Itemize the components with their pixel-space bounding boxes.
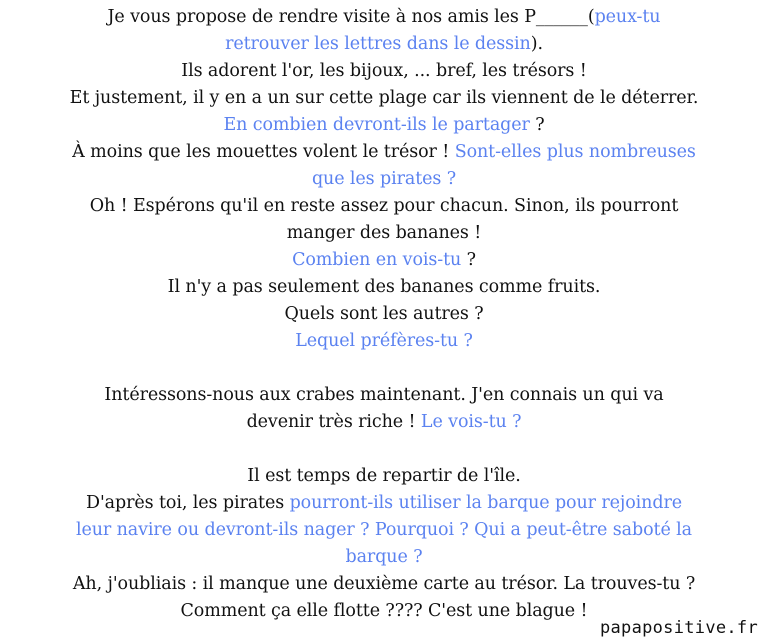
narration-text: devenir très riche !: [246, 412, 421, 432]
narration-text: ?: [461, 250, 476, 270]
text-line: [0, 85, 768, 112]
question-text: que les pirates ?: [311, 169, 457, 189]
text-line: [0, 112, 768, 139]
text-line: [0, 31, 768, 58]
text-line: [0, 571, 768, 598]
text-line: [0, 544, 768, 571]
narration-text: manger des bananes !: [286, 223, 482, 243]
text-line: [0, 193, 768, 220]
question-text: Sont-elles plus nombreuses: [454, 142, 696, 162]
text-line: [0, 166, 768, 193]
blank-line: [0, 436, 768, 463]
text-line: [0, 58, 768, 85]
question-text: Le vois-tu ?: [420, 412, 522, 432]
narration-text: Oh ! Espérons qu'il en reste assez pour chacun. Sinon, ils pourront: [89, 196, 679, 216]
narration-text: À moins que les mouettes volent le trésor !: [72, 142, 455, 162]
narration-text: Il n'y a pas seulement des bananes comme fruits.: [167, 277, 601, 297]
narration-text: ).: [530, 34, 543, 54]
text-line: [0, 517, 768, 544]
narration-text: Ah, j'oubliais : il manque une deuxième carte au trésor. La trouves-tu ?: [72, 574, 696, 594]
narration-text: Intéressons-nous aux crabes maintenant. J'en connais un qui va: [104, 385, 664, 405]
question-text: En combien devront-ils le partager: [223, 115, 530, 135]
text-line: [0, 247, 768, 274]
blank-line: [0, 355, 768, 382]
question-text: pourront-ils utiliser la barque pour rejoindre: [289, 493, 682, 513]
question-text: Lequel préfères-tu ?: [295, 331, 473, 351]
narration-text: Et justement, il y en a un sur cette plage car ils viennent de le déterrer.: [69, 88, 699, 108]
text-line: [0, 409, 768, 436]
text-line: [0, 220, 768, 247]
narration-text: ?: [529, 115, 545, 135]
text-line: [0, 301, 768, 328]
question-text: barque ?: [345, 547, 423, 567]
website-credit: papapositive.fr: [599, 618, 758, 638]
story-text: [0, 4, 768, 625]
narration-text: Quels sont les autres ?: [284, 304, 484, 324]
question-text: Combien en vois-tu: [292, 250, 462, 270]
narration-text: Il est temps de repartir de l'île.: [247, 466, 521, 486]
question-text: leur navire ou devront-ils nager ? Pourquoi ? Qui a peut-être saboté la: [75, 520, 693, 540]
narration-text: D'après toi, les pirates: [86, 493, 290, 513]
text-line: [0, 139, 768, 166]
text-line: [0, 490, 768, 517]
text-line: [0, 382, 768, 409]
narration-text: Comment ça elle flotte ???? C'est une blague !: [180, 601, 588, 621]
text-line: [0, 4, 768, 31]
text-line: [0, 328, 768, 355]
text-line: [0, 463, 768, 490]
question-text: peux-tu: [594, 7, 661, 27]
text-line: [0, 274, 768, 301]
question-text: retrouver les lettres dans le dessin: [225, 34, 531, 54]
narration-text: Ils adorent l'or, les bijoux, ... bref, les trésors !: [181, 61, 587, 81]
narration-text: Je vous propose de rendre visite à nos amis les P______(: [107, 7, 595, 27]
